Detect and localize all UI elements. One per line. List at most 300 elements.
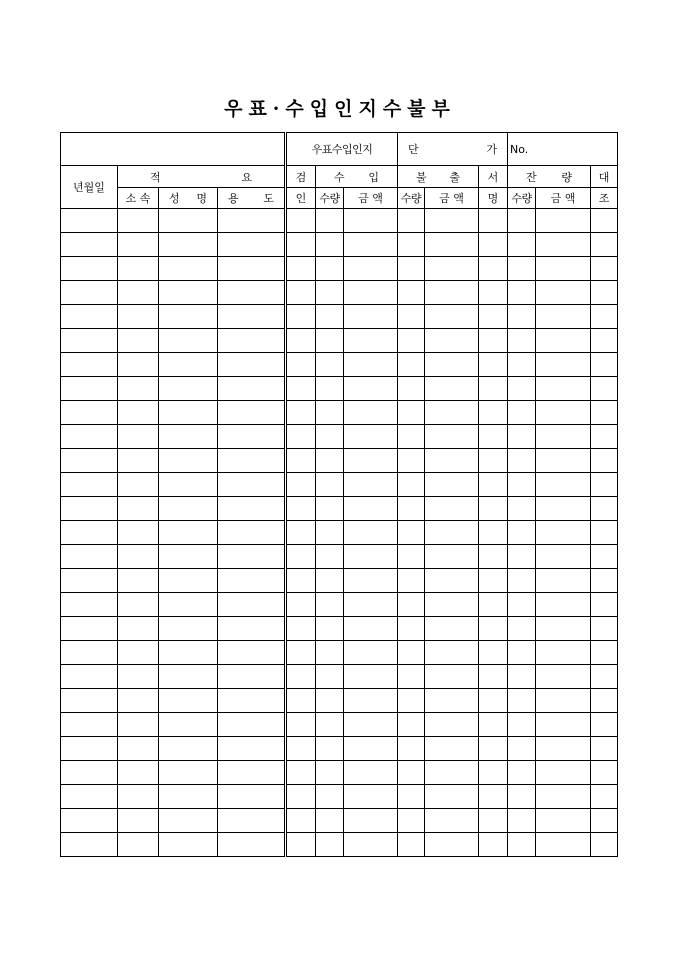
- ledger-cell[interactable]: [159, 305, 218, 329]
- ledger-cell[interactable]: [508, 449, 536, 473]
- ledger-cell[interactable]: [398, 401, 425, 425]
- ledger-cell[interactable]: [536, 833, 591, 857]
- ledger-cell[interactable]: [286, 281, 316, 305]
- ledger-cell[interactable]: [479, 473, 508, 497]
- ledger-cell[interactable]: [479, 761, 508, 785]
- ledger-cell[interactable]: [508, 569, 536, 593]
- ledger-cell[interactable]: [316, 281, 344, 305]
- ledger-cell[interactable]: [218, 497, 286, 521]
- ledger-cell[interactable]: [159, 737, 218, 761]
- ledger-cell[interactable]: [479, 425, 508, 449]
- ledger-cell[interactable]: [61, 497, 118, 521]
- ledger-cell[interactable]: [508, 665, 536, 689]
- ledger-cell[interactable]: [398, 617, 425, 641]
- ledger-cell[interactable]: [508, 689, 536, 713]
- ledger-cell[interactable]: [425, 545, 479, 569]
- ledger-cell[interactable]: [118, 809, 159, 833]
- ledger-cell[interactable]: [344, 209, 398, 233]
- ledger-cell[interactable]: [344, 761, 398, 785]
- ledger-cell[interactable]: [218, 353, 286, 377]
- ledger-cell[interactable]: [536, 737, 591, 761]
- ledger-cell[interactable]: [591, 281, 618, 305]
- ledger-cell[interactable]: [591, 209, 618, 233]
- ledger-cell[interactable]: [159, 593, 218, 617]
- ledger-cell[interactable]: [398, 689, 425, 713]
- ledger-cell[interactable]: [61, 809, 118, 833]
- ledger-cell[interactable]: [591, 809, 618, 833]
- ledger-cell[interactable]: [479, 521, 508, 545]
- ledger-cell[interactable]: [344, 473, 398, 497]
- ledger-cell[interactable]: [286, 305, 316, 329]
- ledger-cell[interactable]: [316, 209, 344, 233]
- ledger-cell[interactable]: [118, 833, 159, 857]
- ledger-cell[interactable]: [118, 569, 159, 593]
- ledger-cell[interactable]: [344, 353, 398, 377]
- ledger-cell[interactable]: [344, 329, 398, 353]
- ledger-cell[interactable]: [61, 545, 118, 569]
- ledger-cell[interactable]: [159, 401, 218, 425]
- ledger-cell[interactable]: [316, 353, 344, 377]
- ledger-cell[interactable]: [218, 473, 286, 497]
- ledger-cell[interactable]: [61, 617, 118, 641]
- ledger-cell[interactable]: [118, 257, 159, 281]
- ledger-cell[interactable]: [508, 785, 536, 809]
- ledger-cell[interactable]: [61, 521, 118, 545]
- ledger-cell[interactable]: [286, 713, 316, 737]
- ledger-cell[interactable]: [159, 473, 218, 497]
- ledger-cell[interactable]: [286, 545, 316, 569]
- ledger-cell[interactable]: [536, 545, 591, 569]
- ledger-cell[interactable]: [508, 593, 536, 617]
- ledger-cell[interactable]: [118, 641, 159, 665]
- ledger-cell[interactable]: [591, 449, 618, 473]
- ledger-cell[interactable]: [344, 401, 398, 425]
- ledger-cell[interactable]: [286, 401, 316, 425]
- ledger-cell[interactable]: [118, 329, 159, 353]
- ledger-cell[interactable]: [159, 497, 218, 521]
- ledger-cell[interactable]: [218, 617, 286, 641]
- ledger-cell[interactable]: [591, 641, 618, 665]
- ledger-cell[interactable]: [536, 233, 591, 257]
- ledger-cell[interactable]: [398, 233, 425, 257]
- ledger-cell[interactable]: [344, 785, 398, 809]
- ledger-cell[interactable]: [398, 761, 425, 785]
- ledger-cell[interactable]: [159, 545, 218, 569]
- ledger-cell[interactable]: [536, 689, 591, 713]
- ledger-cell[interactable]: [479, 209, 508, 233]
- ledger-cell[interactable]: [61, 305, 118, 329]
- ledger-cell[interactable]: [118, 449, 159, 473]
- ledger-cell[interactable]: [425, 569, 479, 593]
- ledger-cell[interactable]: [159, 281, 218, 305]
- ledger-cell[interactable]: [536, 425, 591, 449]
- ledger-cell[interactable]: [591, 305, 618, 329]
- ledger-cell[interactable]: [118, 233, 159, 257]
- ledger-cell[interactable]: [344, 569, 398, 593]
- ledger-cell[interactable]: [344, 521, 398, 545]
- ledger-cell[interactable]: [61, 737, 118, 761]
- ledger-cell[interactable]: [344, 713, 398, 737]
- ledger-cell[interactable]: [425, 257, 479, 281]
- ledger-cell[interactable]: [398, 497, 425, 521]
- ledger-cell[interactable]: [536, 377, 591, 401]
- ledger-cell[interactable]: [479, 617, 508, 641]
- ledger-cell[interactable]: [61, 641, 118, 665]
- ledger-cell[interactable]: [118, 689, 159, 713]
- ledger-cell[interactable]: [286, 737, 316, 761]
- ledger-cell[interactable]: [316, 833, 344, 857]
- ledger-cell[interactable]: [159, 377, 218, 401]
- ledger-cell[interactable]: [61, 257, 118, 281]
- ledger-cell[interactable]: [286, 497, 316, 521]
- ledger-cell[interactable]: [316, 425, 344, 449]
- ledger-cell[interactable]: [508, 641, 536, 665]
- ledger-cell[interactable]: [159, 761, 218, 785]
- ledger-cell[interactable]: [398, 593, 425, 617]
- ledger-cell[interactable]: [536, 785, 591, 809]
- ledger-cell[interactable]: [159, 449, 218, 473]
- ledger-cell[interactable]: [425, 833, 479, 857]
- ledger-cell[interactable]: [344, 257, 398, 281]
- ledger-cell[interactable]: [159, 353, 218, 377]
- ledger-cell[interactable]: [61, 713, 118, 737]
- ledger-cell[interactable]: [536, 401, 591, 425]
- ledger-cell[interactable]: [316, 665, 344, 689]
- ledger-cell[interactable]: [118, 593, 159, 617]
- ledger-cell[interactable]: [286, 377, 316, 401]
- ledger-cell[interactable]: [316, 641, 344, 665]
- ledger-cell[interactable]: [398, 641, 425, 665]
- ledger-cell[interactable]: [536, 209, 591, 233]
- ledger-cell[interactable]: [286, 521, 316, 545]
- ledger-cell[interactable]: [159, 809, 218, 833]
- ledger-cell[interactable]: [118, 281, 159, 305]
- ledger-cell[interactable]: [218, 809, 286, 833]
- ledger-cell[interactable]: [61, 209, 118, 233]
- ledger-cell[interactable]: [536, 281, 591, 305]
- ledger-cell[interactable]: [479, 737, 508, 761]
- ledger-cell[interactable]: [536, 473, 591, 497]
- ledger-cell[interactable]: [286, 473, 316, 497]
- ledger-cell[interactable]: [218, 281, 286, 305]
- ledger-cell[interactable]: [479, 377, 508, 401]
- ledger-cell[interactable]: [591, 377, 618, 401]
- ledger-cell[interactable]: [218, 449, 286, 473]
- ledger-cell[interactable]: [508, 521, 536, 545]
- ledger-cell[interactable]: [159, 689, 218, 713]
- ledger-cell[interactable]: [286, 833, 316, 857]
- ledger-cell[interactable]: [536, 809, 591, 833]
- ledger-cell[interactable]: [286, 209, 316, 233]
- ledger-cell[interactable]: [316, 497, 344, 521]
- ledger-cell[interactable]: [508, 545, 536, 569]
- ledger-cell[interactable]: [508, 281, 536, 305]
- ledger-cell[interactable]: [218, 329, 286, 353]
- ledger-cell[interactable]: [159, 329, 218, 353]
- ledger-cell[interactable]: [398, 521, 425, 545]
- ledger-cell[interactable]: [508, 209, 536, 233]
- ledger-cell[interactable]: [286, 689, 316, 713]
- ledger-cell[interactable]: [316, 329, 344, 353]
- ledger-cell[interactable]: [425, 617, 479, 641]
- ledger-cell[interactable]: [61, 401, 118, 425]
- ledger-cell[interactable]: [159, 665, 218, 689]
- ledger-cell[interactable]: [425, 473, 479, 497]
- ledger-cell[interactable]: [591, 329, 618, 353]
- ledger-cell[interactable]: [591, 353, 618, 377]
- ledger-cell[interactable]: [398, 737, 425, 761]
- ledger-cell[interactable]: [398, 353, 425, 377]
- ledger-cell[interactable]: [479, 449, 508, 473]
- ledger-cell[interactable]: [425, 641, 479, 665]
- ledger-cell[interactable]: [218, 689, 286, 713]
- ledger-cell[interactable]: [218, 569, 286, 593]
- ledger-cell[interactable]: [479, 329, 508, 353]
- ledger-cell[interactable]: [479, 689, 508, 713]
- ledger-cell[interactable]: [591, 593, 618, 617]
- ledger-cell[interactable]: [479, 497, 508, 521]
- ledger-cell[interactable]: [344, 809, 398, 833]
- ledger-cell[interactable]: [425, 713, 479, 737]
- ledger-cell[interactable]: [425, 785, 479, 809]
- ledger-cell[interactable]: [218, 761, 286, 785]
- ledger-cell[interactable]: [118, 497, 159, 521]
- ledger-cell[interactable]: [218, 665, 286, 689]
- ledger-cell[interactable]: [344, 425, 398, 449]
- ledger-cell[interactable]: [159, 833, 218, 857]
- ledger-cell[interactable]: [591, 785, 618, 809]
- ledger-cell[interactable]: [591, 737, 618, 761]
- ledger-cell[interactable]: [344, 833, 398, 857]
- ledger-cell[interactable]: [591, 233, 618, 257]
- ledger-cell[interactable]: [316, 593, 344, 617]
- ledger-cell[interactable]: [118, 713, 159, 737]
- ledger-cell[interactable]: [61, 569, 118, 593]
- ledger-cell[interactable]: [536, 713, 591, 737]
- ledger-cell[interactable]: [398, 377, 425, 401]
- ledger-cell[interactable]: [398, 425, 425, 449]
- ledger-cell[interactable]: [118, 545, 159, 569]
- ledger-cell[interactable]: [425, 689, 479, 713]
- ledger-cell[interactable]: [286, 257, 316, 281]
- ledger-cell[interactable]: [425, 377, 479, 401]
- ledger-cell[interactable]: [425, 233, 479, 257]
- ledger-cell[interactable]: [398, 281, 425, 305]
- ledger-cell[interactable]: [591, 497, 618, 521]
- ledger-cell[interactable]: [508, 305, 536, 329]
- ledger-cell[interactable]: [425, 809, 479, 833]
- ledger-cell[interactable]: [536, 617, 591, 641]
- ledger-cell[interactable]: [536, 569, 591, 593]
- ledger-cell[interactable]: [316, 305, 344, 329]
- ledger-cell[interactable]: [316, 233, 344, 257]
- ledger-cell[interactable]: [218, 641, 286, 665]
- ledger-cell[interactable]: [218, 833, 286, 857]
- ledger-cell[interactable]: [398, 665, 425, 689]
- ledger-cell[interactable]: [536, 353, 591, 377]
- ledger-cell[interactable]: [591, 833, 618, 857]
- ledger-cell[interactable]: [591, 689, 618, 713]
- ledger-cell[interactable]: [118, 425, 159, 449]
- ledger-cell[interactable]: [508, 473, 536, 497]
- ledger-cell[interactable]: [344, 545, 398, 569]
- ledger-cell[interactable]: [425, 449, 479, 473]
- ledger-cell[interactable]: [218, 233, 286, 257]
- ledger-cell[interactable]: [344, 665, 398, 689]
- ledger-cell[interactable]: [286, 353, 316, 377]
- ledger-cell[interactable]: [536, 497, 591, 521]
- ledger-cell[interactable]: [425, 401, 479, 425]
- ledger-cell[interactable]: [118, 473, 159, 497]
- ledger-cell[interactable]: [536, 665, 591, 689]
- ledger-cell[interactable]: [218, 713, 286, 737]
- ledger-cell[interactable]: [508, 233, 536, 257]
- ledger-cell[interactable]: [316, 809, 344, 833]
- ledger-cell[interactable]: [118, 785, 159, 809]
- ledger-cell[interactable]: [591, 401, 618, 425]
- ledger-cell[interactable]: [218, 785, 286, 809]
- ledger-cell[interactable]: [286, 785, 316, 809]
- ledger-cell[interactable]: [344, 233, 398, 257]
- ledger-cell[interactable]: [286, 641, 316, 665]
- ledger-cell[interactable]: [398, 449, 425, 473]
- ledger-cell[interactable]: [286, 809, 316, 833]
- ledger-cell[interactable]: [344, 737, 398, 761]
- ledger-cell[interactable]: [508, 833, 536, 857]
- ledger-cell[interactable]: [508, 401, 536, 425]
- ledger-cell[interactable]: [61, 761, 118, 785]
- ledger-cell[interactable]: [159, 425, 218, 449]
- ledger-cell[interactable]: [425, 497, 479, 521]
- ledger-cell[interactable]: [316, 545, 344, 569]
- ledger-cell[interactable]: [344, 281, 398, 305]
- ledger-cell[interactable]: [218, 257, 286, 281]
- ledger-cell[interactable]: [398, 305, 425, 329]
- ledger-cell[interactable]: [118, 353, 159, 377]
- ledger-cell[interactable]: [159, 785, 218, 809]
- ledger-cell[interactable]: [591, 545, 618, 569]
- ledger-cell[interactable]: [61, 329, 118, 353]
- ledger-cell[interactable]: [218, 521, 286, 545]
- ledger-cell[interactable]: [159, 521, 218, 545]
- ledger-cell[interactable]: [286, 569, 316, 593]
- ledger-cell[interactable]: [479, 353, 508, 377]
- ledger-cell[interactable]: [591, 257, 618, 281]
- ledger-cell[interactable]: [316, 761, 344, 785]
- ledger-cell[interactable]: [536, 761, 591, 785]
- ledger-cell[interactable]: [479, 257, 508, 281]
- ledger-cell[interactable]: [316, 689, 344, 713]
- ledger-cell[interactable]: [218, 737, 286, 761]
- ledger-cell[interactable]: [118, 305, 159, 329]
- ledger-cell[interactable]: [398, 257, 425, 281]
- ledger-cell[interactable]: [398, 785, 425, 809]
- ledger-cell[interactable]: [316, 449, 344, 473]
- ledger-cell[interactable]: [316, 569, 344, 593]
- ledger-cell[interactable]: [316, 521, 344, 545]
- ledger-cell[interactable]: [218, 425, 286, 449]
- ledger-cell[interactable]: [536, 641, 591, 665]
- ledger-cell[interactable]: [591, 425, 618, 449]
- ledger-cell[interactable]: [344, 641, 398, 665]
- ledger-cell[interactable]: [425, 305, 479, 329]
- ledger-cell[interactable]: [61, 353, 118, 377]
- ledger-cell[interactable]: [218, 401, 286, 425]
- ledger-cell[interactable]: [159, 641, 218, 665]
- ledger-cell[interactable]: [344, 377, 398, 401]
- ledger-cell[interactable]: [508, 497, 536, 521]
- ledger-cell[interactable]: [425, 209, 479, 233]
- ledger-cell[interactable]: [508, 809, 536, 833]
- ledger-cell[interactable]: [508, 329, 536, 353]
- ledger-cell[interactable]: [591, 665, 618, 689]
- ledger-cell[interactable]: [118, 377, 159, 401]
- ledger-cell[interactable]: [508, 617, 536, 641]
- ledger-cell[interactable]: [425, 737, 479, 761]
- ledger-cell[interactable]: [61, 281, 118, 305]
- ledger-cell[interactable]: [591, 569, 618, 593]
- ledger-cell[interactable]: [479, 593, 508, 617]
- ledger-cell[interactable]: [508, 377, 536, 401]
- ledger-cell[interactable]: [159, 257, 218, 281]
- ledger-cell[interactable]: [118, 401, 159, 425]
- ledger-cell[interactable]: [479, 665, 508, 689]
- ledger-cell[interactable]: [508, 761, 536, 785]
- ledger-cell[interactable]: [286, 329, 316, 353]
- ledger-cell[interactable]: [425, 353, 479, 377]
- ledger-cell[interactable]: [118, 737, 159, 761]
- ledger-cell[interactable]: [316, 617, 344, 641]
- ledger-cell[interactable]: [218, 209, 286, 233]
- ledger-cell[interactable]: [286, 761, 316, 785]
- ledger-cell[interactable]: [286, 449, 316, 473]
- ledger-cell[interactable]: [479, 785, 508, 809]
- ledger-cell[interactable]: [316, 257, 344, 281]
- ledger-cell[interactable]: [118, 761, 159, 785]
- ledger-cell[interactable]: [398, 809, 425, 833]
- ledger-cell[interactable]: [61, 689, 118, 713]
- ledger-cell[interactable]: [508, 713, 536, 737]
- ledger-cell[interactable]: [479, 809, 508, 833]
- ledger-cell[interactable]: [118, 617, 159, 641]
- ledger-cell[interactable]: [61, 833, 118, 857]
- ledger-cell[interactable]: [479, 305, 508, 329]
- ledger-cell[interactable]: [479, 401, 508, 425]
- ledger-cell[interactable]: [61, 785, 118, 809]
- ledger-cell[interactable]: [425, 593, 479, 617]
- ledger-cell[interactable]: [118, 665, 159, 689]
- ledger-cell[interactable]: [508, 425, 536, 449]
- ledger-cell[interactable]: [479, 233, 508, 257]
- ledger-cell[interactable]: [316, 473, 344, 497]
- ledger-cell[interactable]: [286, 665, 316, 689]
- ledger-cell[interactable]: [536, 449, 591, 473]
- ledger-cell[interactable]: [61, 233, 118, 257]
- ledger-cell[interactable]: [218, 593, 286, 617]
- ledger-cell[interactable]: [591, 617, 618, 641]
- ledger-cell[interactable]: [316, 377, 344, 401]
- ledger-cell[interactable]: [218, 377, 286, 401]
- ledger-cell[interactable]: [591, 473, 618, 497]
- ledger-cell[interactable]: [398, 545, 425, 569]
- ledger-cell[interactable]: [118, 209, 159, 233]
- ledger-cell[interactable]: [425, 329, 479, 353]
- ledger-cell[interactable]: [344, 497, 398, 521]
- ledger-cell[interactable]: [398, 209, 425, 233]
- ledger-cell[interactable]: [398, 713, 425, 737]
- ledger-cell[interactable]: [398, 329, 425, 353]
- ledger-cell[interactable]: [61, 449, 118, 473]
